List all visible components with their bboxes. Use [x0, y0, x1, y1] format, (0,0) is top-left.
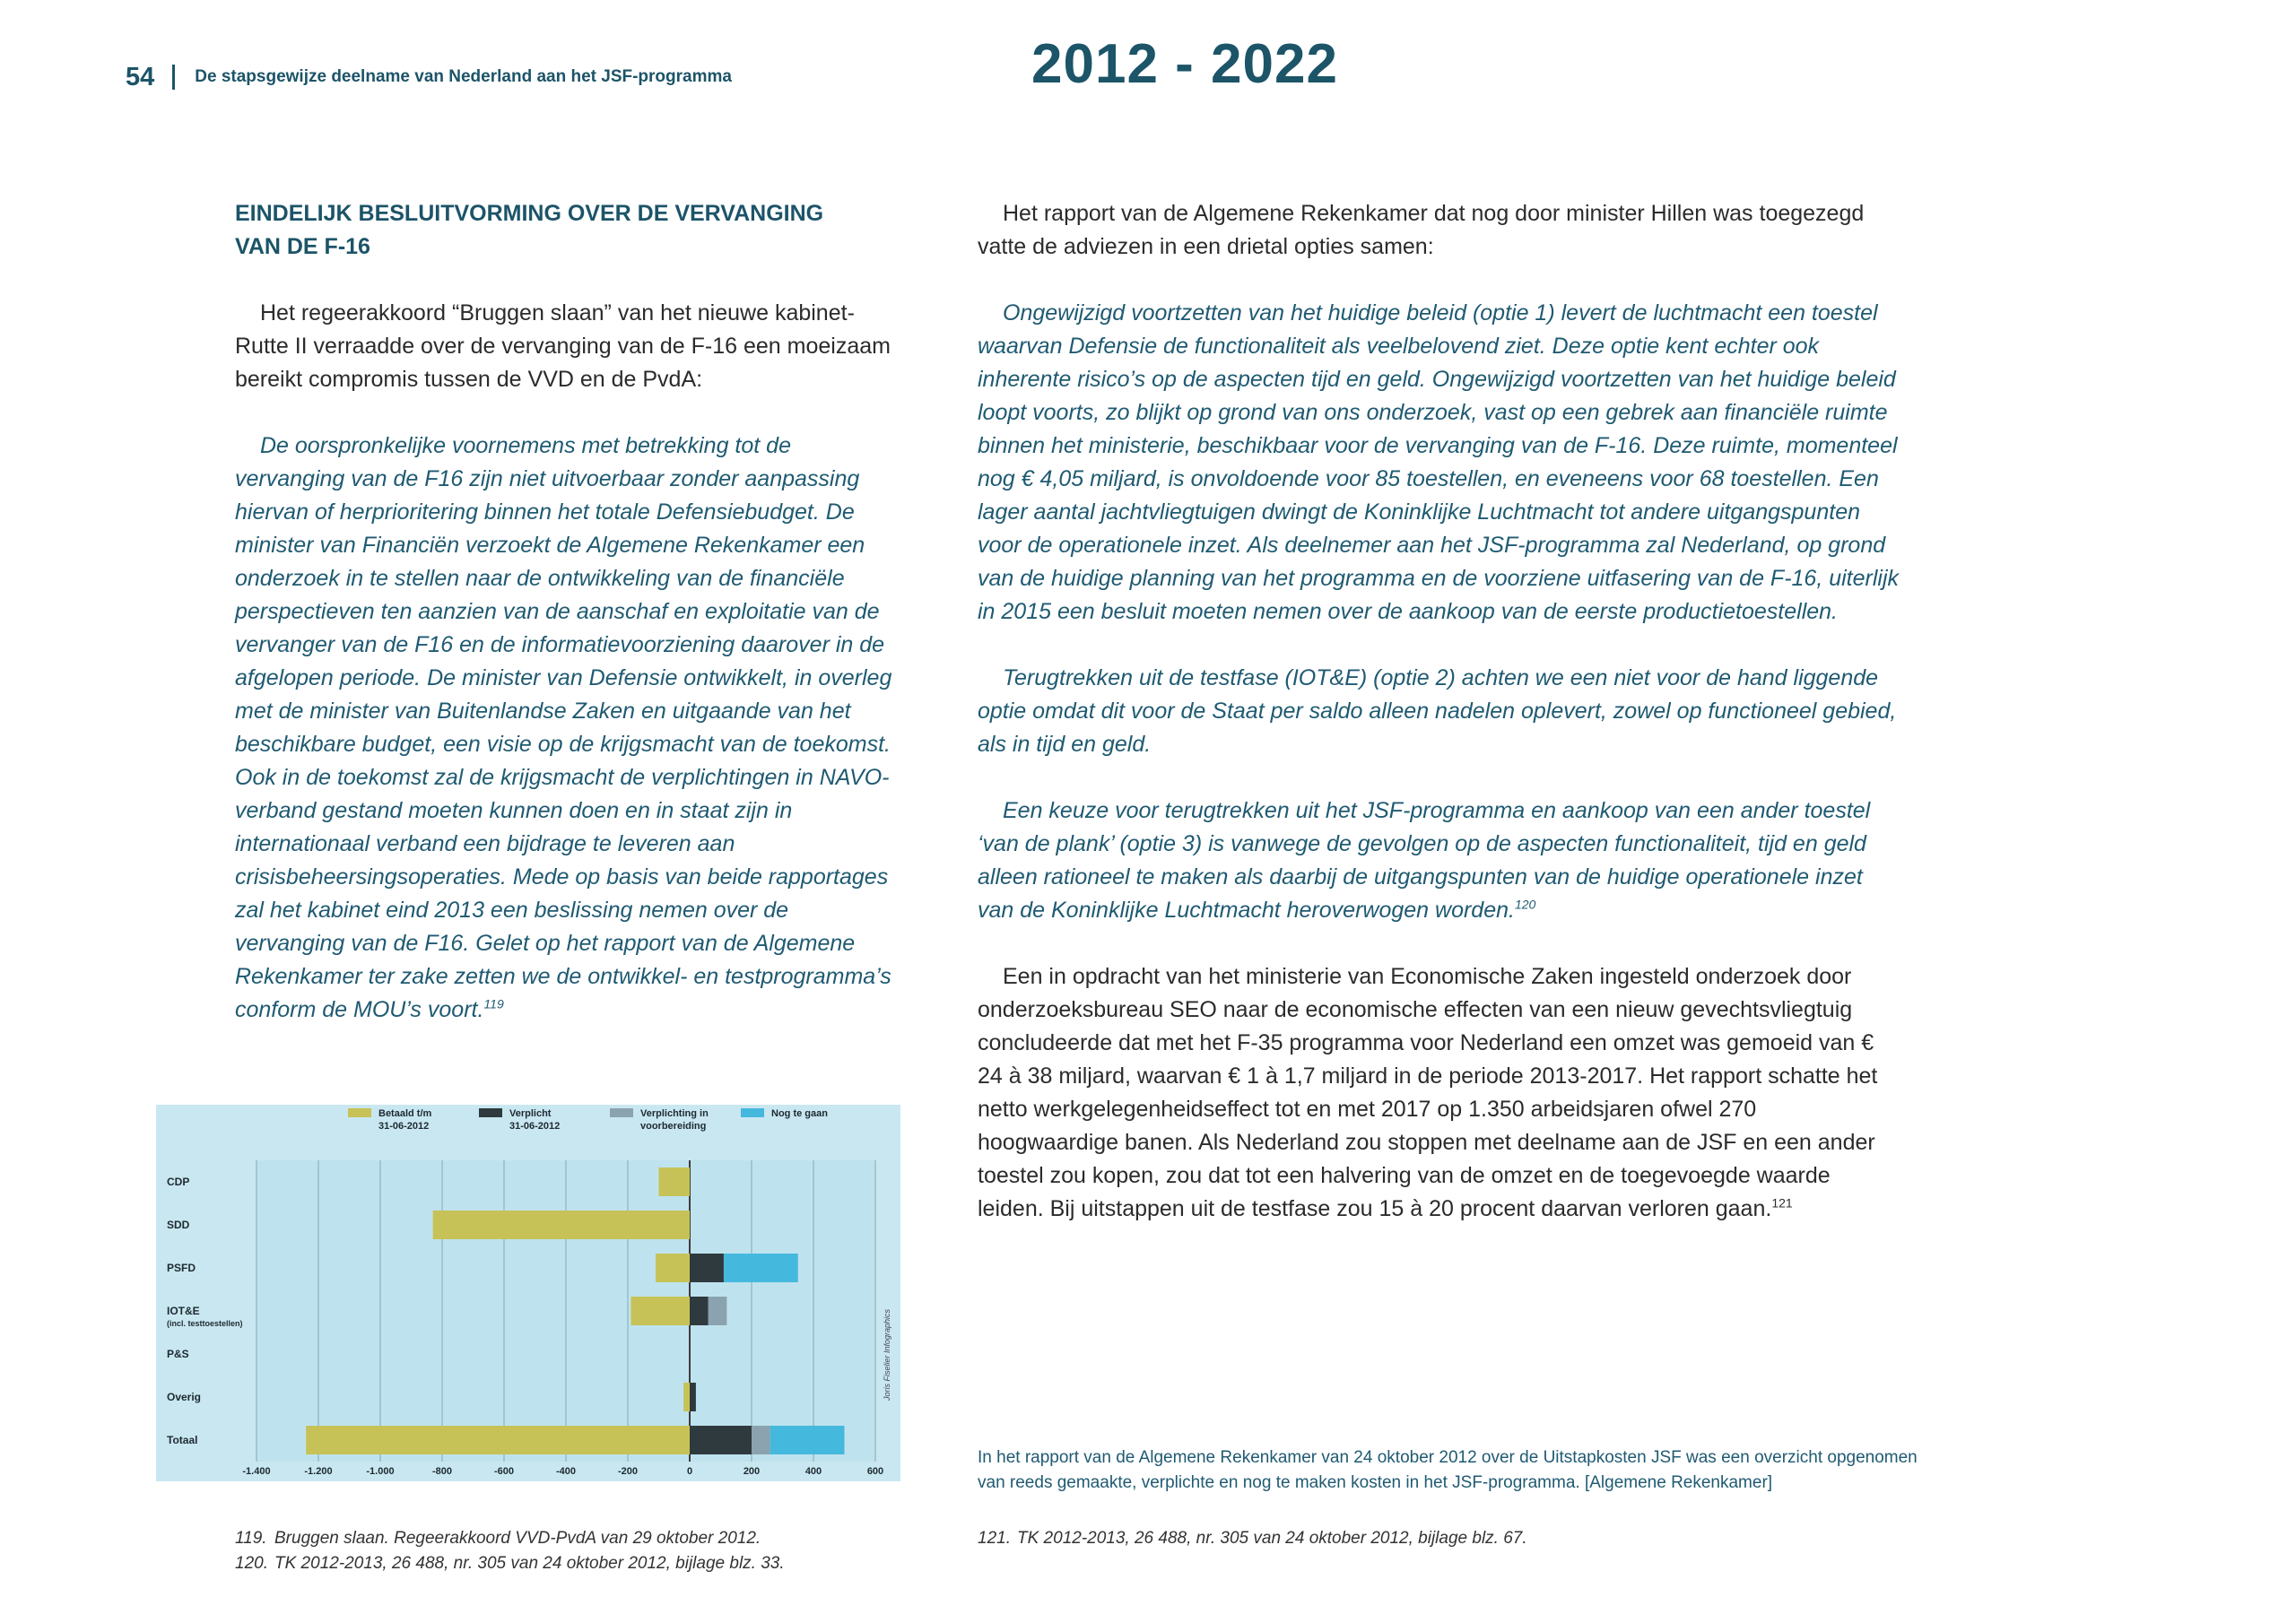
option-2-quote: Terugtrekken uit de testfase (IOT&E) (optie 2) achten we een niet voor de hand liggende optie omdat dit voor de Staat per saldo alleen nadelen oplevert, zowel op functioneel gebied, als in tijd en geld.	[978, 665, 1897, 757]
exit-costs-chart-svg	[156, 1105, 900, 1481]
footnote-ref-121[interactable]: 121	[1771, 1195, 1793, 1211]
footnote-120	[235, 1551, 917, 1576]
section-heading-line2: VAN DE F-16	[235, 234, 370, 259]
footnotes-left	[235, 1526, 917, 1576]
footnote-text: TK 2012-2013, 26 488, nr. 305 van 24 oktober 2012, bijlage blz. 67.	[1017, 1529, 1527, 1548]
bar-segment	[659, 1167, 691, 1196]
legend-label-line2: 31-06-2012	[378, 1121, 430, 1132]
legend-swatch	[741, 1108, 764, 1117]
bar-segment	[752, 1426, 770, 1454]
footnote-ref-120[interactable]: 120	[1514, 897, 1536, 912]
x-tick-label: -1.200	[304, 1466, 333, 1477]
running-title: De stapsgewijze deelname van Nederland aan het JSF-programma	[195, 67, 732, 86]
x-tick-label: 0	[686, 1466, 693, 1477]
category-label: PSFD	[167, 1262, 196, 1274]
category-label: CDP	[167, 1176, 190, 1188]
x-tick-label: 200	[743, 1466, 761, 1477]
exit-costs-chart	[156, 1105, 900, 1481]
footnotes-right	[978, 1526, 1659, 1551]
section-heading	[235, 197, 899, 264]
x-tick-label: -400	[555, 1466, 577, 1477]
legend-label: Verplicht	[509, 1108, 552, 1119]
right-column	[978, 197, 1901, 1259]
bar-segment	[656, 1254, 690, 1282]
x-tick-label: -200	[617, 1466, 639, 1477]
legend-swatch	[348, 1108, 371, 1117]
rekenkamer-intro: Het rapport van de Algemene Rekenkamer dat nog door minister Hillen was toegezegd vatte de adviezen in een drietal opties samen:	[978, 201, 1865, 259]
running-header	[126, 59, 732, 95]
x-tick-label: 400	[804, 1466, 822, 1477]
bar-segment	[709, 1297, 727, 1325]
category-label: IOT&E	[167, 1305, 200, 1317]
legend-swatch	[610, 1108, 633, 1117]
category-sublabel: (incl. testtoestellen)	[167, 1319, 243, 1328]
footnote-text: Bruggen slaan. Regeerakkoord VVD-PvdA van 29 oktober 2012.	[274, 1529, 761, 1548]
chart-credit: Joris Fiselier Infographics	[883, 1308, 891, 1401]
section-heading-line1: EINDELIJK BESLUITVORMING OVER DE VERVANGING	[235, 201, 824, 226]
category-label: Totaal	[167, 1434, 198, 1446]
x-tick-label: 600	[866, 1466, 884, 1477]
chapter-year-range: 2012 - 2022	[1031, 33, 1338, 95]
figure-caption: In het rapport van de Algemene Rekenkamer van 24 oktober 2012 over de Uitstapkosten JSF was een overzicht opgenomen van reeds gemaakte, verplichte en nog te maken kosten in het JSF-programma. [Algemene Rekenkamer]	[978, 1448, 1918, 1492]
bar-segment	[683, 1383, 690, 1411]
bar-segment	[690, 1254, 724, 1282]
bar-segment	[690, 1426, 752, 1454]
legend-label: Nog te gaan	[771, 1108, 828, 1119]
legend-swatch	[479, 1108, 502, 1117]
option-3-text: Een keuze voor terugtrekken uit het JSF-programma en aankoop van een ander toestel ‘van de plank’ (optie 3) is vanwege de gevolgen op de aspecten functionaliteit, tijd en geld alleen rationeel te maken als daarbij de uitgangspunten van de huidige operationele inzet van de Koninklijke Luchtmacht heroverwogen worden.	[978, 798, 1871, 923]
bar-segment	[770, 1426, 845, 1454]
left-column	[235, 197, 899, 1060]
legend-label: Betaald t/m	[378, 1108, 432, 1119]
bar-segment	[631, 1297, 690, 1325]
option-1-quote: Ongewijzigd voortzetten van het huidige beleid (optie 1) levert de luchtmacht een toestel waarvan Defensie de functionaliteit als veelbelovend ziet. Deze optie kent echter ook inherente risico’s op de aspecten tijd en geld. Ongewijzigd voortzetten van het huidige beleid loopt voorts, zo blijkt op grond van ons onderzoek, vast op een gebrek aan financiële ruimte binnen het ministerie, beschikbaar voor de vervanging van de F-16. Deze ruimte, momenteel nog € 4,05 miljard, is onvoldoende voor 85 toestellen, en eveneens voor 68 toestellen. Een lager aantal jachtvliegtuigen dwingt de Koninklijke Luchtmacht tot andere uitgangspunten voor de operationele inzet. Als deelnemer aan het JSF-programma zal Nederland, op grond van de huidige planning van het programma en de voorziene uitfasering van de F-16, uiterlijk in 2015 een besluit moeten nemen over de aankoop van de eerste productietoestellen.	[978, 300, 1900, 624]
bar-segment	[690, 1297, 709, 1325]
footnote-number: 119.	[235, 1529, 267, 1548]
page-number: 54	[126, 62, 155, 91]
option-3-quote	[978, 794, 1901, 927]
category-label: Overig	[167, 1391, 202, 1403]
legend-label-line2: 31-06-2012	[509, 1121, 561, 1132]
intro-paragraph: Het regeerakkoord “Bruggen slaan” van het nieuwe kabinet-Rutte II verraadde over de vervanging van de F-16 een moeizaam bereikt compromis tussen de VVD en de PvdA:	[235, 300, 891, 392]
legend-label: Verplichting in	[640, 1108, 709, 1119]
footnote-text: TK 2012-2013, 26 488, nr. 305 van 24 oktober 2012, bijlage blz. 33.	[274, 1554, 785, 1573]
footnote-121	[978, 1526, 1659, 1551]
bar-segment	[690, 1383, 696, 1411]
x-tick-label: -600	[493, 1466, 515, 1477]
seo-paragraph	[978, 960, 1901, 1226]
category-label: P&S	[167, 1348, 189, 1360]
bar-segment	[724, 1254, 798, 1282]
header-divider	[172, 65, 175, 90]
footnote-number: 121.	[978, 1529, 1011, 1548]
x-tick-label: -1.000	[366, 1466, 395, 1477]
coalition-quote	[235, 430, 899, 1027]
footnote-number: 120.	[235, 1554, 268, 1573]
bar-segment	[433, 1211, 690, 1239]
legend-label-line2: voorbereiding	[640, 1121, 707, 1132]
footnote-119	[235, 1526, 917, 1551]
coalition-quote-text: De oorspronkelijke voornemens met betrekking tot de vervanging van de F16 zijn niet uitvoerbaar zonder aanpassing hiervan of herprioritering binnen het totale Defensiebudget. De minister van Financiën verzoekt de Algemene Rekenkamer een onderzoek in te stellen naar de ontwikkeling van de financiële perspectieven ten aanzien van de aanschaf en exploitatie van de vervanger van de F16 en de informatievoorziening daarover in de afgelopen periode. De minister van Defensie ontwikkelt, in overleg met de minister van Buitenlandse Zaken en uitgaande van het beschikbare budget, een visie op de krijgsmacht van de toekomst. Ook in de toekomst zal de krijgsmacht de verplichtingen in NAVO-verband gestand moeten kunnen doen en in staat zijn in internationaal verband een bijdrage te leveren aan crisisbeheersingsoperaties. Mede op basis van beide rapportages zal het kabinet eind 2013 een beslissing nemen over de vervanging van de F16. Gelet op het rapport van de Algemene Rekenkamer ter zake zetten we de ontwikkel- en testprogramma’s conform de MOU’s voort.	[235, 433, 892, 1022]
x-tick-label: -800	[431, 1466, 453, 1477]
bar-segment	[306, 1426, 690, 1454]
x-tick-label: -1.400	[242, 1466, 271, 1477]
footnote-ref-119[interactable]: 119	[483, 996, 504, 1011]
seo-text: Een in opdracht van het ministerie van Economische Zaken ingesteld onderzoek door onderzoeksbureau SEO naar de economische effecten van een nieuw gevechtsvliegtuig concludeerde dat met het F-35 programma voor Nederland een omzet was gemoeid van € 24 à 38 miljard, waarvan € 1 à 1,7 miljard in de periode 2013-2017. Het rapport schatte het netto werkgelegenheidseffect tot en met 2017 op 1.350 arbeidsjaren ofwel 270 hoogwaardige banen. Als Nederland zou stoppen met deelname aan de JSF en een ander toestel zou kopen, zou dat tot een halvering van de omzet en de toegevoegde waarde leiden. Bij uitstappen uit de testfase zou 15 à 20 procent daarvan verloren gaan.	[978, 964, 1878, 1221]
category-label: SDD	[167, 1219, 190, 1231]
